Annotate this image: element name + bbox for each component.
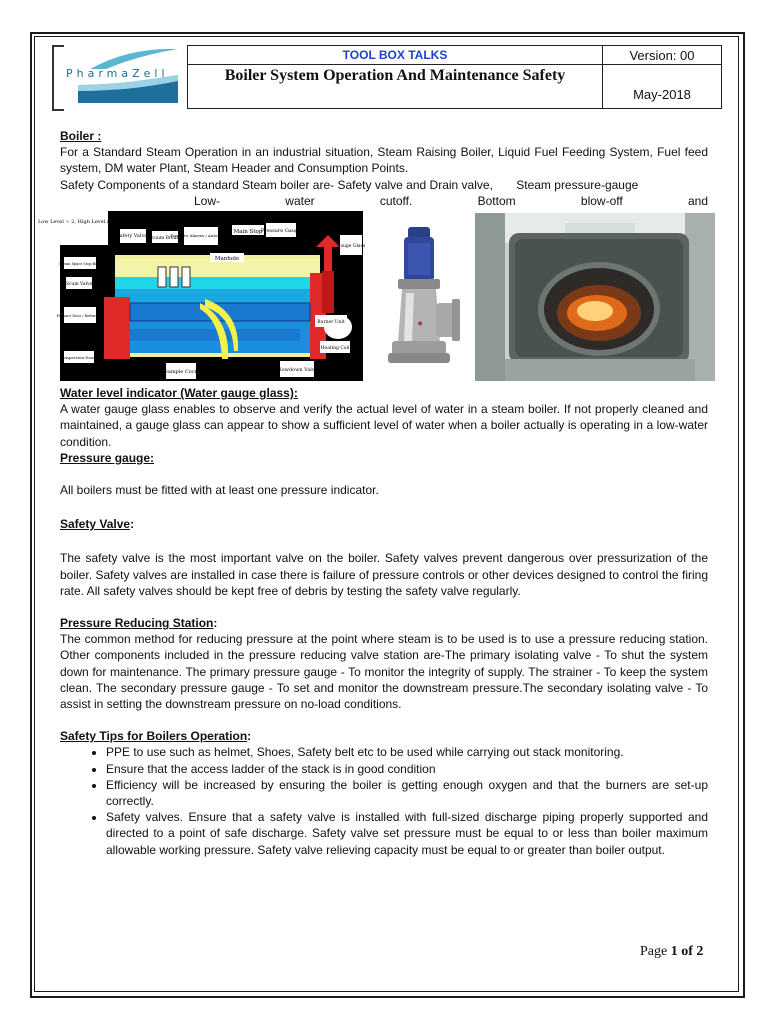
- company-logo: [52, 45, 182, 109]
- logo-text: PharmaZell: [66, 67, 169, 80]
- diagram-label-11: Furnace Door / Refractory: [56, 314, 104, 319]
- list-item: • Efficiency will be increased by ensuring the boiler is getting enough oxygen and that the burners are set-up correctly.: [106, 777, 708, 809]
- boiler-para-2d: Bottom blow-off and: [477, 193, 708, 208]
- diagram-label-15: Sample Cock: [164, 369, 198, 376]
- boiler-para-1: For a Standard Steam Operation in an industrial situation, Steam Raising Boiler, Liquid Fuel Feeding System, Fuel feed system, DM water Plant, Steam Header and Consumption Points.: [60, 145, 708, 176]
- diagram-label-12: Burner Unit: [317, 320, 345, 326]
- of-word: of: [681, 944, 693, 959]
- diagram-label-4: Pressure Alarms / Automation: [170, 233, 232, 239]
- document-header: [52, 45, 722, 109]
- diagram-label-3: Vacuum Breaker: [146, 236, 184, 242]
- safety-valve-text: The safety valve is the most important valve on the boiler. Safety valves prevent dangerous over pressurization of the boiler. Safety valves are installed in case there is failure of pressure controls or other devices designed to control the firing rate. All safety valves should be kept free of debris by testing the safety valve regularly.: [60, 551, 708, 598]
- boiler-para-3: [60, 193, 708, 209]
- boiler-furnace-photo: [475, 213, 715, 381]
- document-date: May-2018: [603, 65, 722, 109]
- safety-valve-heading: Safety Valve: [60, 517, 131, 532]
- boiler-para-2a: Safety Components of a standard Steam boiler are- Safety valve and Drain valve,: [60, 177, 493, 192]
- prs-colon: :: [213, 616, 218, 631]
- diagram-label-7: Manhole: [214, 256, 240, 263]
- boiler-para-2: [60, 177, 708, 193]
- boiler-para-2b: Steam pressure-gauge: [516, 177, 639, 192]
- diagram-label-8: Gauge Glass: [336, 244, 366, 250]
- diagram-label-13: Heating Coil: [320, 346, 350, 352]
- tips-list: [60, 744, 708, 857]
- diagram-label-6: Pressure Gauge: [260, 228, 302, 235]
- version-label: Version: 00: [603, 46, 722, 65]
- boiler-para-2c: Low- water cutoff.: [194, 193, 413, 208]
- document-title: Boiler System Operation And Maintenance Safety: [188, 65, 603, 109]
- tool-box-talks-label: TOOL BOX TALKS: [188, 46, 603, 65]
- diagram-label-10: Scum Valve: [65, 282, 93, 288]
- header-table: [187, 45, 722, 109]
- list-item: • Ensure that the access ladder of the stack is in good condition: [106, 761, 708, 777]
- tips-colon: :: [247, 729, 252, 744]
- pressure-gauge-text: All boilers must be fitted with at least one pressure indicator.: [60, 483, 379, 498]
- list-item: • Safety valves. Ensure that a safety valve is installed with full-sized discharge piping properly supported and directed to a point of safe discharge. Safety valve set pressure must be equal to or less than boiler maximum allowable working pressure. Safety valve relieving capacity must be equal to or greater than boiler output.: [106, 809, 708, 858]
- diagram-label-14: Inspection Door: [62, 355, 96, 361]
- diagram-label-16: Blowdown Valve: [276, 367, 318, 374]
- tips-heading: Safety Tips for Boilers Operation: [60, 729, 248, 744]
- page-total: 2: [696, 944, 704, 959]
- water-level-text: A water gauge glass enables to observe and verify the actual level of water in a steam boiler. If not properly cleaned and maintained, a gauge glass can appear to show a sufficient level of water when a boiler actually is operating in a low-water condition.: [60, 402, 708, 449]
- pressure-gauge-heading: Pressure gauge:: [60, 450, 155, 465]
- document-body: [37, 128, 708, 858]
- safety-valve-photo: [378, 223, 468, 381]
- diagram-label-2: Safety Valves: [116, 233, 150, 240]
- prs-text: The common method for reducing pressure at the point where steam is to be used is to use a pressure reducing station. Other components included in the pressure reducing valve station are-The primary isolating valve - To shut the system down for maintenance. The primary pressure gauge - To monitor the integrity of supply. The strainer - To keep the system clean. The secondary pressure gauge - To set and monitor the downstream pressure.The secondary isolating valve - To assist in setting the downstream pressure on no-load conditions.: [60, 632, 708, 712]
- diagram-label-5: Main Stop: [233, 229, 263, 236]
- boiler-diagram: [37, 211, 366, 381]
- safety-valve-colon: :: [130, 517, 135, 532]
- valve-badge-icon: ◉: [417, 320, 423, 328]
- page-word: Page: [640, 944, 668, 959]
- page-num: 1: [670, 944, 678, 959]
- diagram-label-9: Steam Space Stop Bars: [59, 262, 101, 267]
- boiler-heading: Boiler :: [60, 129, 102, 143]
- figures-row: [37, 211, 708, 383]
- water-level-heading: Water level indicator (Water gauge glass):: [60, 386, 298, 401]
- diagram-label-1: Low Level ÷ 2, High Level and Feed: [37, 219, 131, 226]
- page-number: [640, 944, 703, 960]
- list-item: • PPE to use such as helmet, Shoes, Safety belt etc to be used while carrying out stack monitoring.: [106, 744, 708, 760]
- prs-heading: Pressure Reducing Station: [60, 616, 214, 631]
